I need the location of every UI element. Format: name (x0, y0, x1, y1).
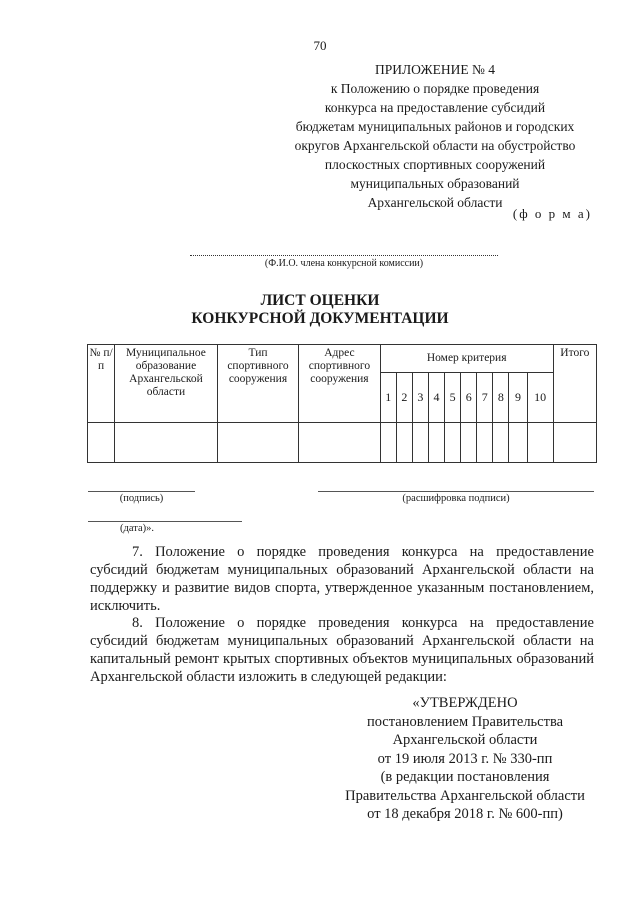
approval-line: от 18 декабря 2018 г. № 600-пп) (367, 806, 563, 822)
fio-line (190, 255, 498, 256)
appendix-header (270, 60, 600, 212)
table-cell (527, 423, 553, 463)
table-cell (509, 423, 527, 463)
paragraph-8: 8. Положение о порядке проведения конкурса на предоставление субсидий бюджетам муниципальных образований Архангельской области на капитальный ремонт крытых спортивных объектов муниципальных образований Архангельской области изложить в следующей редакции: (90, 615, 594, 685)
paragraph-7: 7. Положение о порядке проведения конкурса на предоставление субсидий бюджетам муниципальных образований Архангельской области на поддержку и развитие видов спорта, утвержденное указанным постановлением, исключить. (90, 544, 594, 614)
appendix-line: округов Архангельской области на обустройство (294, 138, 576, 153)
criteria-number: 7 (477, 373, 493, 423)
criteria-number: 2 (396, 373, 412, 423)
signature-decode-caption: (расшифровка подписи) (402, 493, 510, 504)
criteria-number: 3 (412, 373, 428, 423)
appendix-line: к Положению о порядке проведения (330, 81, 540, 96)
approval-block (320, 694, 610, 824)
document-title (0, 292, 640, 328)
approval-line: Архангельской области (392, 732, 538, 748)
date-caption: (дата)». (120, 523, 154, 534)
criteria-number: 9 (509, 373, 527, 423)
table-cell (217, 423, 298, 463)
col-header-num: № п/п (88, 345, 115, 423)
signature-decode-line (318, 491, 594, 492)
criteria-number: 1 (380, 373, 396, 423)
criteria-number: 10 (527, 373, 553, 423)
fio-caption: (Ф.И.О. члена конкурсной комиссии) (264, 258, 424, 269)
approval-line: от 19 июля 2013 г. № 330-пп (377, 750, 553, 767)
criteria-number: 4 (428, 373, 444, 423)
table-cell (412, 423, 428, 463)
col-header-address: Адрес спортивного сооружения (299, 345, 380, 423)
appendix-line: плоскостных спортивных сооружений (324, 157, 546, 172)
form-label: (ф о р м а) (512, 206, 592, 221)
appendix-line: бюджетам муниципальных районов и городских (295, 119, 575, 134)
date-line (88, 521, 242, 522)
table-cell (445, 423, 461, 463)
table-cell (115, 423, 218, 463)
criteria-number: 6 (461, 373, 477, 423)
approval-line: постановлением Правительства (366, 713, 564, 730)
table-cell (299, 423, 380, 463)
signature-line (88, 491, 195, 492)
appendix-line: Архангельской области (367, 195, 503, 210)
title-line-1: ЛИСТ ОЦЕНКИ (260, 292, 380, 309)
appendix-line: конкурса на предоставление субсидий (324, 100, 546, 115)
table-cell (380, 423, 396, 463)
table-cell (88, 423, 115, 463)
table-cell (477, 423, 493, 463)
appendix-line: муниципальных образований (350, 176, 520, 191)
table-cell (493, 423, 509, 463)
table-row (88, 423, 597, 463)
evaluation-table (87, 344, 597, 463)
title-line-2: КОНКУРСНОЙ ДОКУМЕНТАЦИИ (191, 310, 449, 327)
col-header-municipality: Муниципальное образование Архангельской области (115, 345, 218, 423)
table-cell (553, 423, 596, 463)
table-cell (461, 423, 477, 463)
approval-line: Правительства Архангельской области (345, 787, 585, 804)
criteria-number: 8 (493, 373, 509, 423)
approval-line: «УТВЕРЖДЕНО (412, 695, 518, 711)
col-header-total: Итого (553, 345, 596, 423)
appendix-line: ПРИЛОЖЕНИЕ № 4 (374, 62, 496, 77)
criteria-number: 5 (445, 373, 461, 423)
table-cell (396, 423, 412, 463)
approval-line: (в редакции постановления (380, 769, 550, 785)
col-header-type: Тип спортивного сооружения (217, 345, 298, 423)
signature-caption: (подпись) (119, 493, 164, 504)
page-number: 70 (313, 38, 327, 53)
col-header-criteria: Номер критерия (380, 345, 553, 373)
table-cell (428, 423, 444, 463)
